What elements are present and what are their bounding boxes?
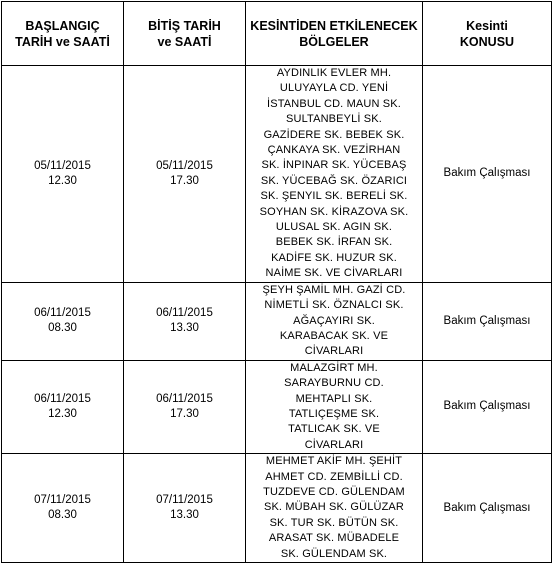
region-line: ULUYAYLA CD. YENİ: [279, 82, 389, 95]
outage-subject-cell: Bakım Çalışması: [423, 282, 552, 360]
start-time: 12.30: [48, 174, 77, 187]
affected-regions-cell: [246, 282, 423, 360]
outage-subject-cell: Bakım Çalışması: [423, 360, 552, 453]
region-line: SARAYBURNU CD.: [284, 377, 384, 390]
region-line: BEBEK SK. İRFAN SK.: [275, 236, 393, 249]
end-date: 06/11/2015: [156, 307, 213, 320]
region-line: CİVARLARI: [304, 345, 364, 358]
header-affected-regions: [246, 2, 423, 66]
start-time: 08.30: [48, 509, 77, 522]
region-line: SK. ŞENYIL SK. BERELİ SK.: [260, 190, 408, 203]
header-regions-line-2: BÖLGELER: [299, 34, 369, 49]
end-datetime-cell: [124, 282, 246, 360]
region-line: KADİFE SK. HUZUR SK.: [271, 251, 397, 264]
start-time: 12.30: [48, 407, 77, 420]
table-row: [2, 282, 552, 360]
table-row: [2, 360, 552, 453]
header-end-datetime: [124, 2, 246, 66]
start-date: 06/11/2015: [34, 392, 91, 405]
header-subject-line-1: Kesinti: [466, 18, 508, 33]
table-row: [2, 66, 552, 283]
region-line: KARABACAK SK. VE: [279, 329, 389, 342]
region-line: TATLIÇEŞME SK.: [288, 407, 380, 420]
region-line: SOYHAN SK. KİRAZOVA SK.: [259, 205, 409, 218]
header-start-line-1: BAŞLANGIÇ: [25, 18, 100, 33]
region-line: ŞEYH ŞAMİL MH. GAZİ CD.: [262, 283, 406, 296]
affected-regions-cell: [246, 66, 423, 283]
region-line: NAİME SK. VE CİVARLARI: [265, 267, 403, 280]
header-start-line-2: TARİH ve SAATİ: [15, 34, 110, 49]
header-row: [2, 2, 552, 66]
region-line: GAZİDERE SK. BEBEK SK.: [263, 128, 405, 141]
header-subject-line-2: KONUSU: [459, 34, 515, 49]
header-end-line-2: ve SAATİ: [157, 34, 212, 49]
start-datetime-cell: [2, 360, 124, 453]
end-date: 06/11/2015: [156, 392, 213, 405]
region-line: TUZDEVE CD. GÜLENDAM: [263, 485, 405, 498]
start-datetime-cell: [2, 454, 124, 563]
region-line: SK. MÜBAH SK. GÜLÜZAR: [263, 501, 405, 514]
region-line: SK. TUR SK. BÜTÜN SK.: [269, 516, 399, 529]
start-date: 06/11/2015: [34, 307, 91, 320]
start-datetime-cell: [2, 282, 124, 360]
end-datetime-cell: [124, 454, 246, 563]
region-line: NİMETLİ SK. ÖZNALCI SK.: [264, 299, 404, 312]
end-time: 13.30: [170, 509, 199, 522]
start-datetime-cell: [2, 66, 124, 283]
start-date: 05/11/2015: [34, 159, 91, 172]
table-row: [2, 454, 552, 563]
region-line: MALAZGİRT MH.: [290, 361, 378, 374]
header-end-line-1: BİTİŞ TARİH: [148, 18, 221, 33]
region-line: MEHTAPLI SK.: [295, 392, 373, 405]
region-line: MEHMET AKİF MH. ŞEHİT: [265, 455, 403, 468]
region-line: ÇANKAYA SK. VEZİRHAN: [267, 144, 401, 157]
region-line: SK. YÜCEBAĞ SK. ÖZARICI: [260, 174, 408, 187]
region-line: TATLICAK SK. VE: [288, 423, 380, 436]
end-time: 17.30: [170, 174, 199, 187]
outage-subject-cell: Bakım Çalışması: [423, 454, 552, 563]
affected-regions-cell: [246, 360, 423, 453]
region-line: İSTANBUL CD. MAUN SK.: [267, 97, 401, 110]
header-outage-subject: [423, 2, 552, 66]
affected-regions-cell: [246, 454, 423, 563]
region-line: SULTANBEYLİ SK.: [286, 113, 382, 126]
end-datetime-cell: [124, 66, 246, 283]
outage-schedule-table: [1, 1, 552, 563]
start-time: 08.30: [48, 322, 77, 335]
region-line: SK. GÜLENDAM SK.: [280, 547, 388, 560]
start-date: 07/11/2015: [34, 494, 91, 507]
end-datetime-cell: [124, 360, 246, 453]
region-line: SK. İNPINAR SK. YÜCEBAŞ: [261, 159, 407, 172]
region-line: AĞAÇAYIRI SK.: [293, 314, 375, 327]
region-line: AYDINLIK EVLER MH.: [276, 67, 392, 79]
region-line: AHMET CD. ZEMBİLLİ CD.: [265, 470, 403, 483]
end-date: 07/11/2015: [156, 494, 213, 507]
end-time: 13.30: [170, 322, 199, 335]
header-regions-line-1: KESİNTİDEN ETKİLENECEK: [250, 18, 418, 33]
region-line: ARASAT SK. MÜBADELE: [268, 532, 400, 545]
end-date: 05/11/2015: [156, 159, 213, 172]
outage-subject-cell: Bakım Çalışması: [423, 66, 552, 283]
region-line: CİVARLARI: [304, 438, 364, 451]
region-line: ULUSAL SK. AGIN SK.: [275, 221, 393, 234]
end-time: 17.30: [170, 407, 199, 420]
header-start-datetime: [2, 2, 124, 66]
